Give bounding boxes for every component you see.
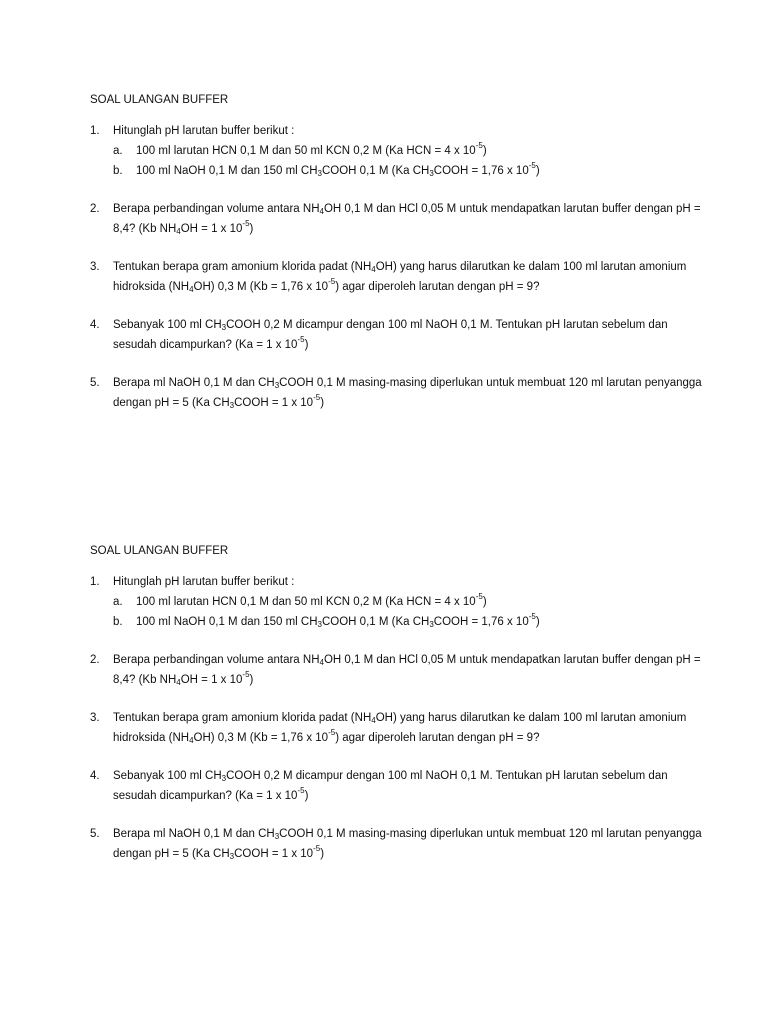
exam-sheet-top (90, 90, 710, 413)
question-number: 3. (90, 712, 100, 724)
question-5 (90, 373, 710, 413)
question-text: Hitunglah pH larutan buffer berikut : (113, 125, 295, 137)
question-number: 2. (90, 654, 100, 666)
sub-question-text: 100 ml NaOH 0,1 M dan 150 ml $CH_3COOH$ 0,1 M (Ka $CH_3COOH = 1,76$ x $10^{-5}$) (136, 612, 540, 629)
question-4 (90, 766, 710, 806)
question-text: Tentukan berapa gram amonium klorida padat $(NH_4OH)$ yang harus dilarutkan ke dalam 100 ml larutan amonium hidroksida $(NH_4OH)$ 0,3 M (Kb = 1,76 x $10^{-5}$) agar diperoleh larutan dengan pH = 9? (113, 261, 687, 294)
sub-question-b (113, 161, 710, 181)
question-number: 5. (90, 377, 100, 389)
question-text: Berapa perbandingan volume antara $NH_4OH$ 0,1 M dan HCl 0,05 M untuk mendapatkan larutan buffer dengan pH = 8,4? (Kb $NH_4OH = 1$ x $10^{-5}$) (113, 203, 701, 236)
question-text: Berapa ml NaOH 0,1 M dan $CH_3COOH$ 0,1 M masing-masing diperlukan untuk membuat 120 ml larutan penyangga dengan pH = 5 (Ka $CH_3COOH = 1$ x $10^{-5}$) (113, 377, 702, 410)
question-2 (90, 650, 710, 690)
question-number: 1. (90, 125, 100, 137)
question-number: 1. (90, 576, 100, 588)
sub-question-a (113, 592, 710, 612)
question-number: 4. (90, 770, 100, 782)
question-text: Tentukan berapa gram amonium klorida padat $(NH_4OH)$ yang harus dilarutkan ke dalam 100 ml larutan amonium hidroksida $(NH_4OH)$ 0,3 M (Kb = 1,76 x $10^{-5}$) agar diperoleh larutan dengan pH = 9? (113, 712, 687, 745)
question-text: Sebanyak 100 ml $CH_3COOH$ 0,2 M dicampur dengan 100 ml NaOH 0,1 M. Tentukan pH larutan sebelum dan sesudah dicampurkan? (Ka = 1 x $10^{-5}$) (113, 319, 668, 351)
sub-question-text: 100 ml larutan HCN 0,1 M dan 50 ml KCN 0,2 M (Ka HCN = 4 x $10^{-5}$) (136, 592, 487, 608)
question-1 (90, 121, 710, 181)
question-text: Sebanyak 100 ml $CH_3COOH$ 0,2 M dicampur dengan 100 ml NaOH 0,1 M. Tentukan pH larutan sebelum dan sesudah dicampurkan? (Ka = 1 x $10^{-5}$) (113, 770, 668, 802)
question-text: Berapa ml NaOH 0,1 M dan $CH_3COOH$ 0,1 M masing-masing diperlukan untuk membuat 120 ml larutan penyangga dengan pH = 5 (Ka $CH_3COOH = 1$ x $10^{-5}$) (113, 828, 702, 861)
sub-question-letter: a. (113, 596, 123, 608)
exam-sheet-bottom (90, 541, 710, 864)
question-number: 3. (90, 261, 100, 273)
exam-title: SOAL ULANGAN BUFFER (90, 545, 229, 557)
question-text: Berapa perbandingan volume antara $NH_4OH$ 0,1 M dan HCl 0,05 M untuk mendapatkan larutan buffer dengan pH = 8,4? (Kb $NH_4OH = 1$ x $10^{-5}$) (113, 654, 701, 687)
question-number: 2. (90, 203, 100, 215)
question-1 (90, 572, 710, 632)
exam-title: SOAL ULANGAN BUFFER (90, 94, 229, 106)
sub-question-text: 100 ml NaOH 0,1 M dan 150 ml $CH_3COOH$ 0,1 M (Ka $CH_3COOH = 1,76$ x $10^{-5}$) (136, 161, 540, 178)
question-2 (90, 199, 710, 239)
question-5 (90, 824, 710, 864)
question-3 (90, 708, 710, 748)
sub-question-letter: b. (113, 165, 123, 177)
question-number: 5. (90, 828, 100, 840)
sub-question-b (113, 612, 710, 632)
sub-question-a (113, 141, 710, 161)
sub-question-letter: a. (113, 145, 123, 157)
question-text: Hitunglah pH larutan buffer berikut : (113, 576, 295, 588)
sub-question-text: 100 ml larutan HCN 0,1 M dan 50 ml KCN 0,2 M (Ka HCN = 4 x $10^{-5}$) (136, 141, 487, 157)
question-number: 4. (90, 319, 100, 331)
question-4 (90, 315, 710, 355)
sub-question-letter: b. (113, 616, 123, 628)
question-3 (90, 257, 710, 297)
